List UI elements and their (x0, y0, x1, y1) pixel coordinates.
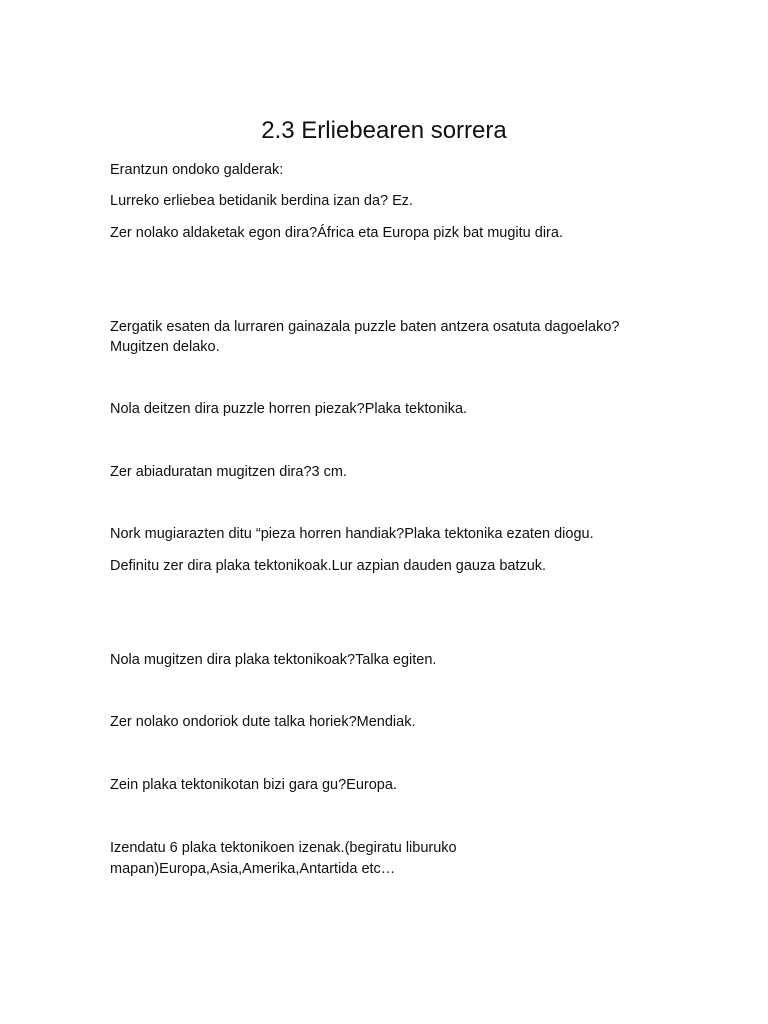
document-title: 2.3 Erliebearen sorrera (261, 117, 507, 144)
question-line-10: Zein plaka tektonikotan bizi gara gu?Europa. (110, 777, 397, 793)
question-line-4: Nola deitzen dira puzzle horren piezak?Plaka tektonika. (110, 401, 468, 417)
question-line-2: Zer nolako aldaketak egon dira?África eta Europa pizk bat mugitu dira. (110, 225, 563, 241)
question-line-1: Lurreko erliebea betidanik berdina izan da? Ez. (110, 193, 414, 209)
question-line-9: Zer nolako ondoriok dute talka horiek?Mendiak. (110, 714, 416, 730)
question-line-6: Nork mugiarazten ditu “pieza horren handiak?Plaka tektonika ezaten diogu. (110, 526, 594, 542)
question-line-3: Zergatik esaten da lurraren gainazala puzzle baten antzera osatuta dagoelako? (110, 319, 620, 335)
question-line-7: Definitu zer dira plaka tektonikoak.Lur azpian dauden gauza batzuk. (110, 558, 547, 574)
question-line-5: Zer abiaduratan mugitzen dira?3 cm. (110, 464, 347, 480)
question-line-11: Izendatu 6 plaka tektonikoen izenak.(begiratu liburuko (110, 840, 457, 856)
instruction-line: Erantzun ondoko galderak: (110, 162, 284, 178)
question-line-3-answer: Mugitzen delako. (110, 339, 220, 355)
question-line-8: Nola mugitzen dira plaka tektonikoak?Talka egiten. (110, 652, 437, 668)
question-line-11-cont: mapan)Europa,Asia,Amerika,Antartida etc… (110, 861, 396, 877)
